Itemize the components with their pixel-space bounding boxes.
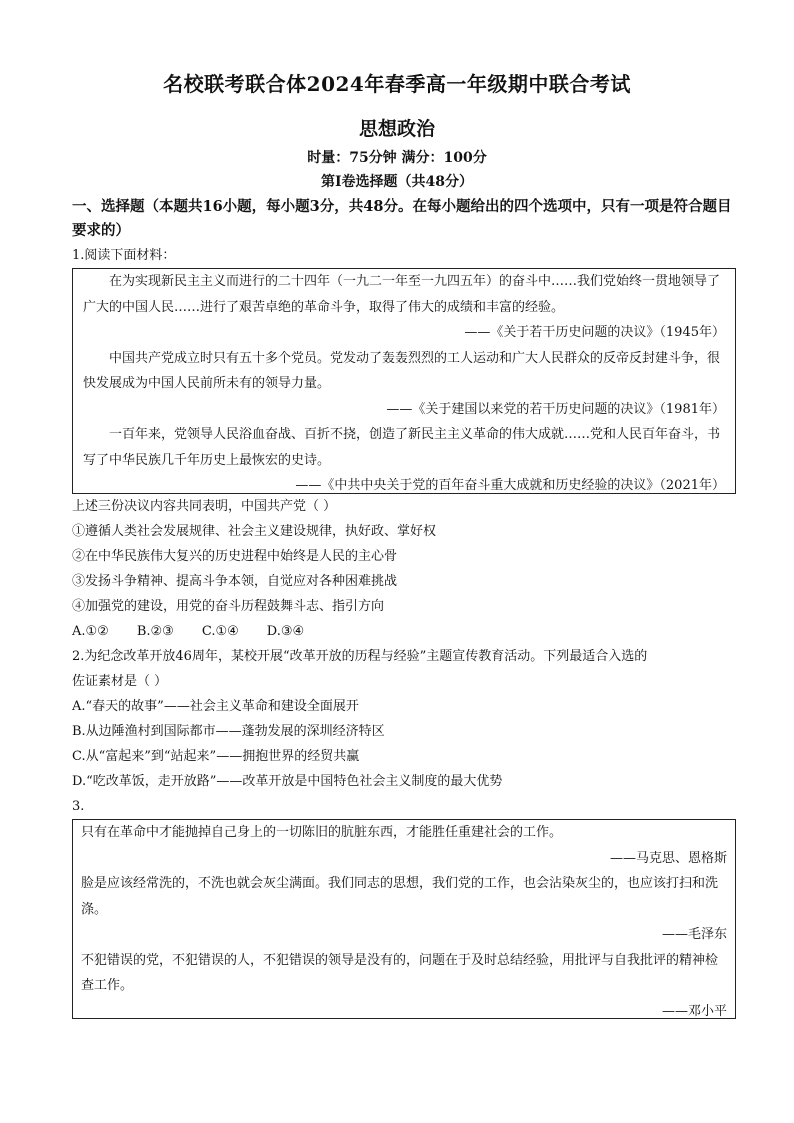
q3-material-source: ——邓小平 [661,1003,727,1019]
q2-option-b[interactable]: B.从边陲渔村到国际都市——蓬勃发展的深圳经济特区 [72,724,385,739]
q1-option-d[interactable]: D.③④ [266,624,305,639]
q1-material-paragraph: 中国共产党成立时只有五十多个党员。党发动了轰轰烈烈的工人运动和广大人民群众的反帝反封建斗争，很快发展成为中国人民前所未有的领导力量。 [83,350,721,391]
q1-material-source: ——《中共中央关于党的百年奋斗重大成就和历史经验的决议》（2021年） [295,478,725,493]
q3-material-box [72,819,736,1019]
q1-option-a[interactable]: A.①② [72,624,109,639]
q1-item: ③发扬斗争精神、提高斗争本领，自觉应对各种困难挑战 [72,574,398,589]
section-instruction: 一、选择题（本题共16小题，每小题3分，共48分。在每小题给出的四个选项中，只有一项是符合题目要求的） [72,198,732,239]
q2-option-c[interactable]: C.从“富起来”到“站起来”——拥抱世界的经贸共赢 [72,749,360,764]
q3-material-paragraph: 不犯错误的党，不犯错误的人，不犯错误的领导是没有的，问题在于及时总结经验，用批评与自我批评的精神检查工作。 [81,952,719,993]
q1-option-b[interactable]: B.②③ [136,624,174,639]
q1-material-source: ——《关于若干历史问题的决议》（1945年） [464,325,725,340]
q1-material-paragraph: 一百年来，党领导人民浴血奋战、百折不挠，创造了新民主主义革命的伟大成就……党和人民百年奋斗，书写了中华民族几千年历史上最恢宏的史诗。 [83,427,721,468]
q1-intro: 1.阅读下面材料： [72,248,176,263]
q1-material-box [72,268,736,494]
q1-item: ④加强党的建设，用党的奋斗历程鼓舞斗志、指引方向 [72,599,385,614]
q1-item: ②在中华民族伟大复兴的历史进程中始终是人民的主心骨 [72,549,398,564]
q2-option-d[interactable]: D.“吃改革饭，走开放路”——改革开放是中国特色社会主义制度的最大优势 [72,774,503,789]
q1-stem: 上述三份决议内容共同表明，中国共产党（ ） [72,499,337,514]
q1-option-c[interactable]: C.①④ [201,624,239,639]
q3-material-source: ——毛泽东 [661,927,727,942]
q2-option-a[interactable]: A.“春天的故事”——社会主义革命和建设全面展开 [72,699,359,714]
exam-meta: 时量：75分钟 满分：100分 [307,150,487,166]
q1-material-paragraph: 在为实现新民主主义而进行的二十四年（一九二一年至一九四五年）的奋斗中……我们党始终一贯地领导了广大的中国人民……进行了艰苦卓绝的革命斗争，取得了伟大的成绩和丰富的经验。 [83,274,721,315]
exam-subject: 思想政治 [358,118,435,140]
q1-item: ①遵循人类社会发展规律、社会主义建设规律，执好政、掌好权 [72,524,437,539]
part-heading: 第Ⅰ卷选择题（共48分） [320,174,474,190]
q2-stem-continued: 佐证素材是（ ） [72,674,168,689]
q3-material-paragraph: 脸是应该经常洗的，不洗也就会灰尘满面。我们同志的思想，我们党的工作，也会沾染灰尘的，也应该打扫和洗涤。 [81,876,719,917]
q1-options [72,623,332,641]
q3-material-source: ——马克思、恩格斯 [609,850,727,866]
q1-material-source: ——《关于建国以来党的若干历史问题的决议》（1981年） [386,401,725,417]
q2-stem: 2.为纪念改革开放46周年，某校开展“改革开放的历程与经验”主题宣传教育活动。下列最适合入选的 [72,649,648,664]
q3-material-paragraph: 只有在革命中才能抛掉自己身上的一切陈旧的肮脏东西，才能胜任重建社会的工作。 [81,825,563,840]
exam-title: 名校联考联合体2024年春季高一年级期中联合考试 [163,72,631,96]
q3-number: 3. [72,799,85,814]
